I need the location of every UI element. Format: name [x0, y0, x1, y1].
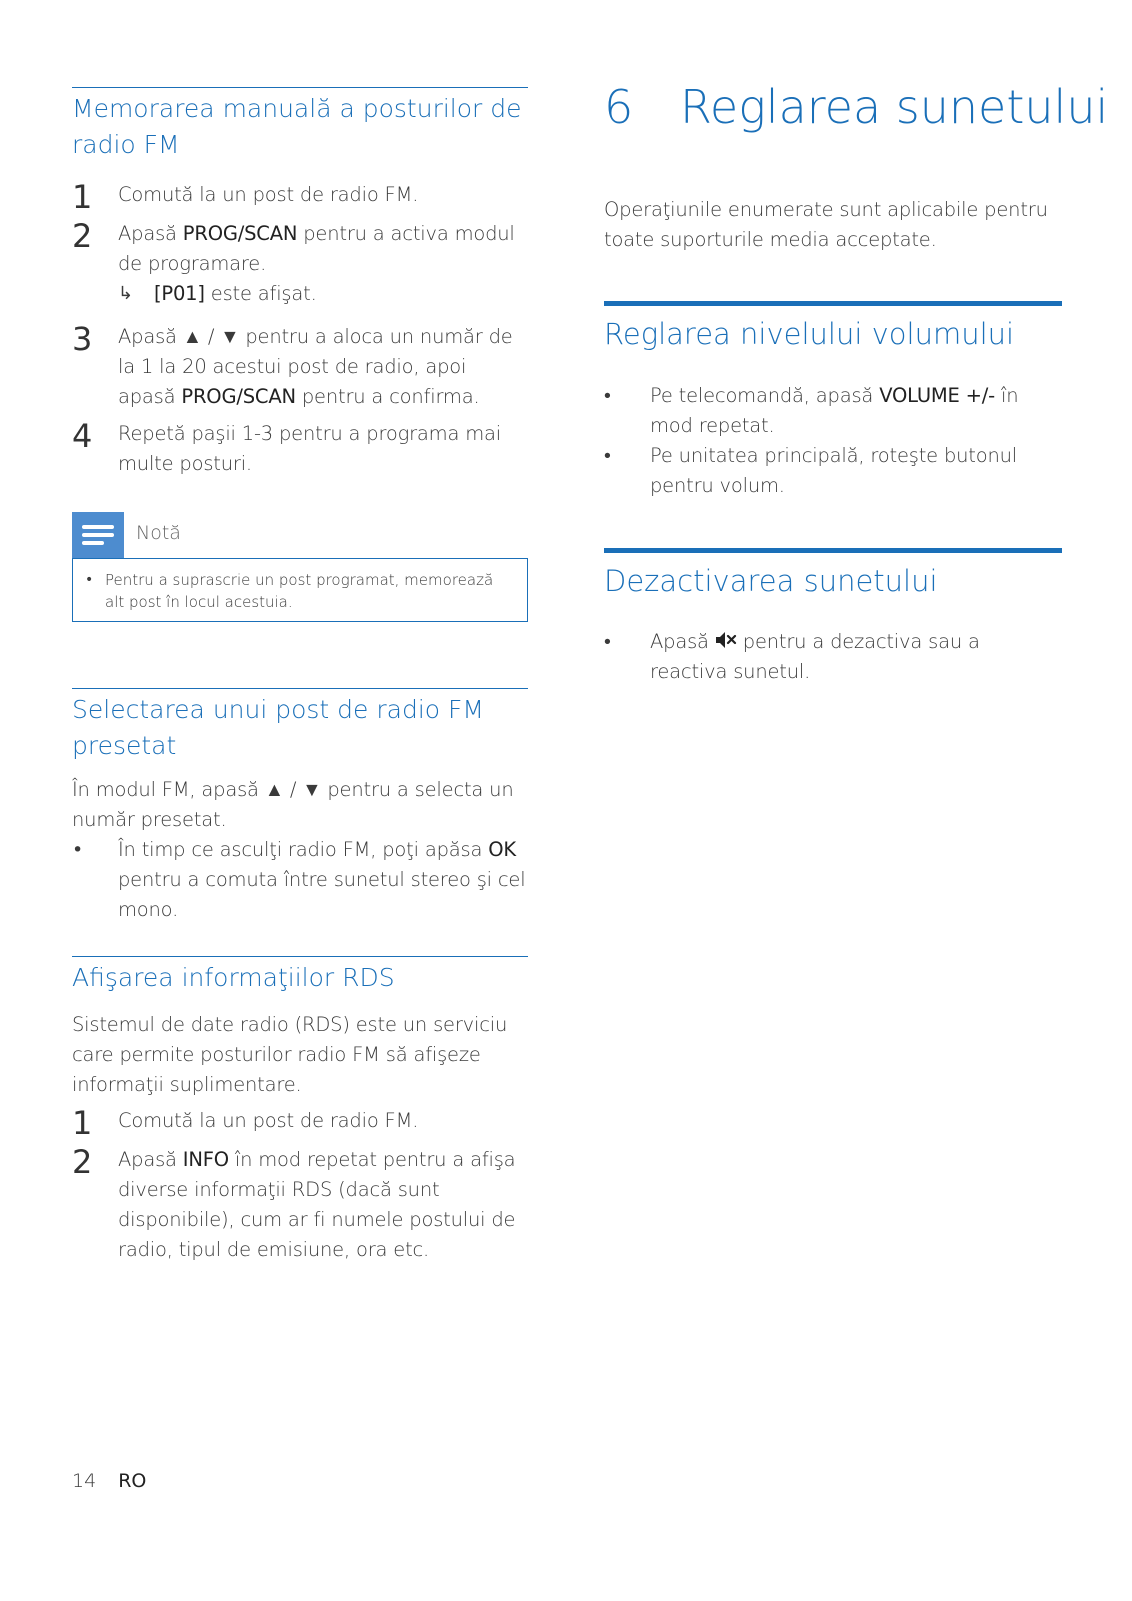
step-text: Repetă paşii 1-3 pentru a programa mai multe posturi.	[118, 422, 501, 475]
paragraph: În modul FM, apasă ▲ / ▼ pentru a selecta un număr presetat.	[72, 778, 514, 831]
mute-list	[604, 627, 1062, 687]
list-item: • În timp ce asculţi radio FM, poţi apăsa OK pentru a comuta între sunetul stereo şi cel mono.	[72, 838, 526, 921]
step-text: Apasă ▲ / ▼ pentru a aloca un număr de la 1 la 20 acestui post de radio, apoi apasă PROG/SCAN pentru a confirma.	[118, 325, 513, 408]
section-heading-volume: Reglarea nivelului volumului	[604, 317, 1015, 351]
step-text: Apasă INFO în mod repetat pentru a afişa diverse informaţii RDS (dacă sunt disponibile), cum ar fi numele postului de radio, tipul de emisiune, ora etc.	[118, 1148, 516, 1261]
note-text: Pentru a suprascrie un post programat, memorează alt post în locul acestuia.	[105, 571, 494, 611]
paragraph: Sistemul de date radio (RDS) este un serviciu care permite posturilor radio FM să afişeze informaţii suplimentare.	[72, 1013, 508, 1096]
step	[72, 219, 528, 309]
section-rule	[72, 956, 528, 957]
language-code: RO	[118, 1470, 147, 1492]
step-number: 1	[72, 1104, 93, 1142]
mute-speaker-icon	[715, 629, 737, 649]
step-text: Apasă PROG/SCAN pentru a activa modul de programare. ↳ [P01] este afişat.	[118, 219, 528, 309]
list-item: • Pe unitatea principală, roteşte butonul pentru volum.	[604, 444, 1017, 497]
note-content	[72, 558, 528, 622]
step-result: ↳ [P01] este afişat.	[118, 279, 528, 309]
step	[72, 1104, 528, 1142]
note-bullet: • Pentru a suprascrie un post programat, memorează alt post în locul acestuia.	[85, 569, 515, 613]
step-number: 1	[72, 178, 93, 216]
section-heading-select-preset: Selectarea unui post de radio FM presetat	[72, 695, 484, 760]
note-icon	[72, 512, 124, 558]
step	[72, 1145, 528, 1265]
select-preset-body	[72, 775, 528, 925]
page-number: 14	[72, 1470, 97, 1492]
step	[72, 178, 528, 216]
note-label: Notă	[136, 522, 181, 544]
section-rule	[72, 87, 528, 88]
chapter-intro: Operaţiunile enumerate sunt aplicabile pentru toate suporturile media acceptate.	[604, 198, 1048, 251]
page-footer	[72, 1470, 146, 1492]
list-item: • Apasă pentru a dezactiva sau a reactiva sunetul.	[604, 630, 980, 683]
steps-manual-presets	[72, 180, 528, 479]
step-number: 3	[72, 320, 93, 358]
result-arrow-icon: ↳	[118, 283, 133, 304]
section-heading-manual-presets: Memorarea manuală a posturilor de radio FM	[72, 94, 522, 159]
step-number: 4	[72, 417, 93, 455]
step	[72, 322, 528, 412]
section-heading-mute: Dezactivarea sunetului	[604, 564, 938, 598]
section-rule	[604, 548, 1062, 553]
rds-body	[72, 1010, 528, 1265]
section-heading-rds: Afişarea informaţiilor RDS	[72, 963, 395, 992]
section-rule	[604, 301, 1062, 306]
step-number: 2	[72, 1143, 93, 1181]
chapter-number: 6	[604, 80, 634, 134]
step	[72, 419, 528, 479]
section-rule	[72, 688, 528, 689]
list-item: • Pe telecomandă, apasă VOLUME +/- în mod repetat.	[604, 384, 1019, 437]
volume-list	[604, 381, 1062, 501]
step-text: Comută la un post de radio FM.	[118, 183, 419, 206]
note-box	[72, 512, 528, 624]
chapter-title: Reglarea sunetului	[680, 80, 1109, 134]
step-text: Comută la un post de radio FM.	[118, 1109, 419, 1132]
step-number: 2	[72, 217, 93, 255]
